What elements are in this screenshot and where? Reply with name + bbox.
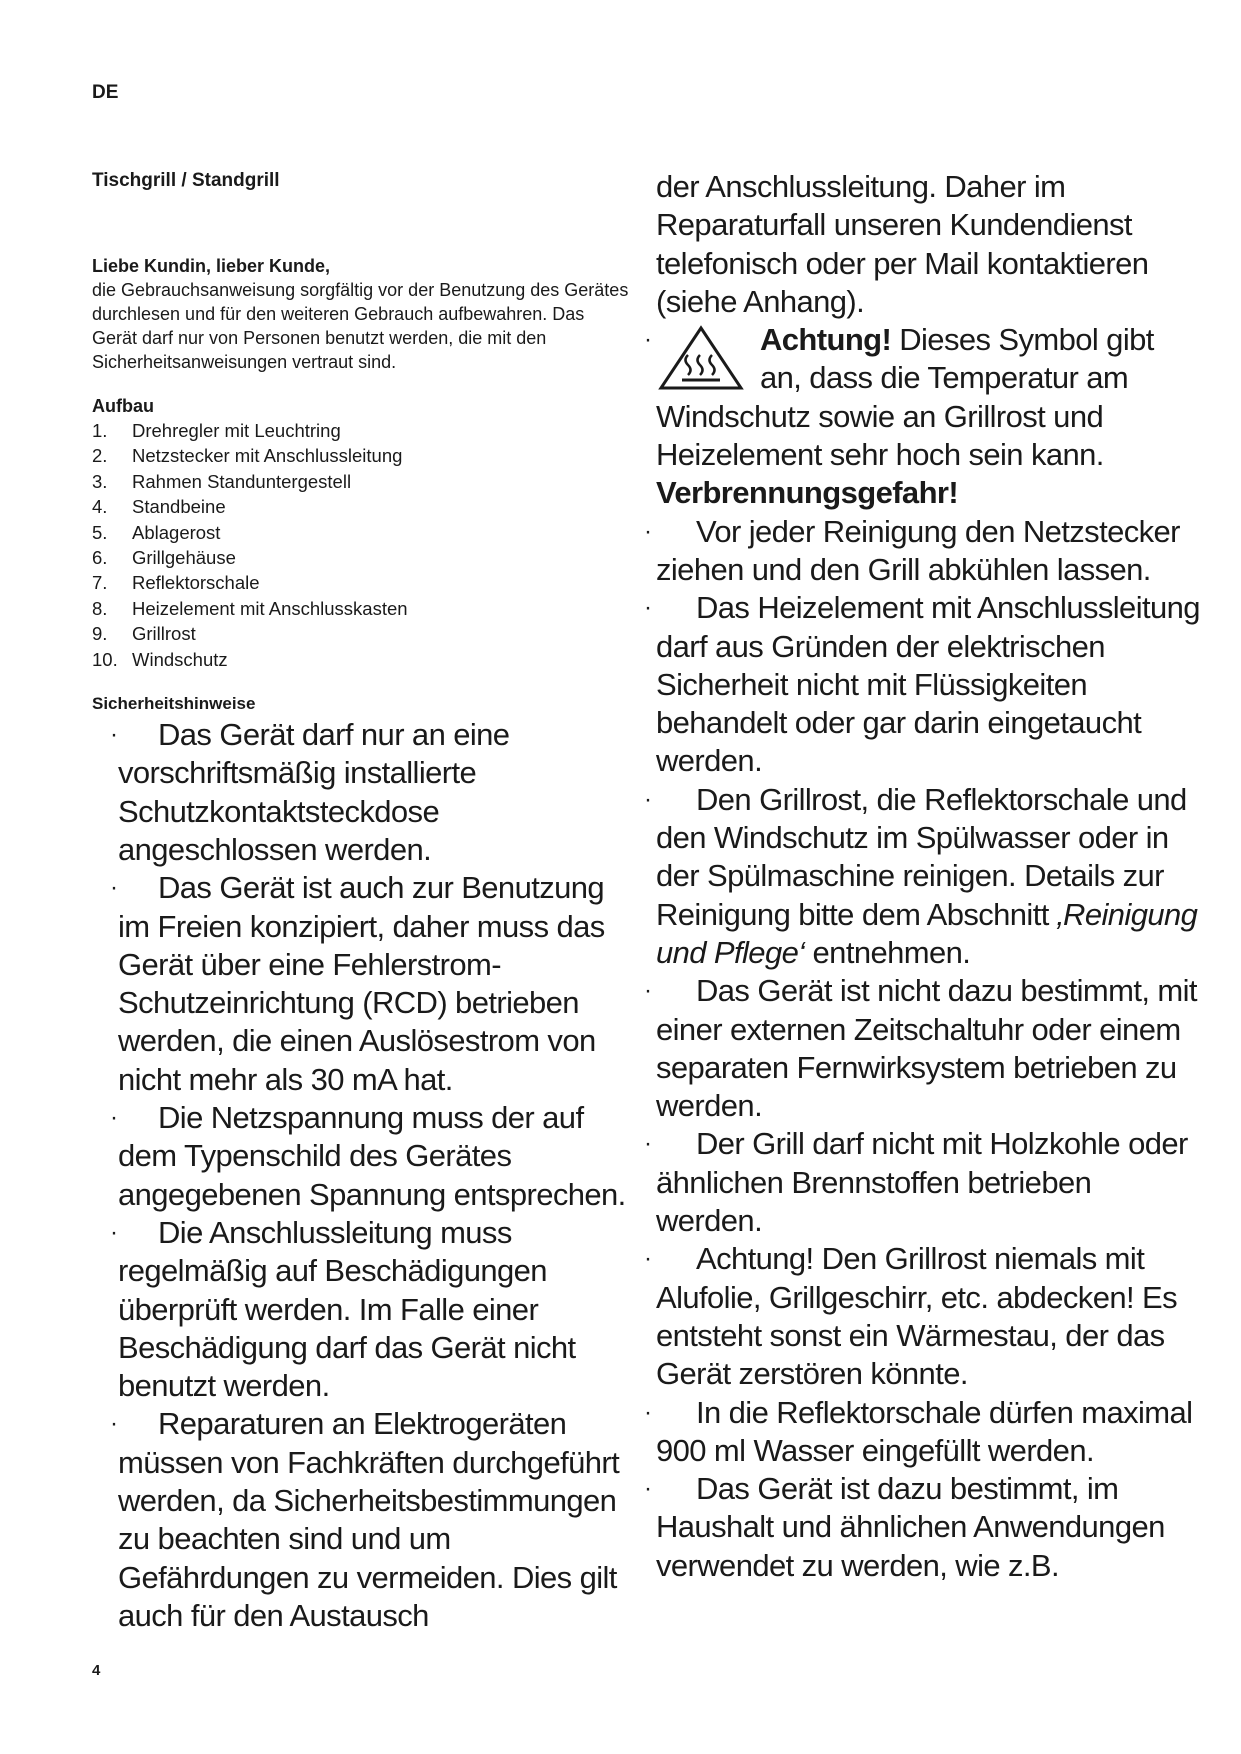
item-text: Das Heizelement mit Anschlussleitung darf aus Gründen der elektrischen Sicherheit nicht mit Flüssigkeiten behandelt oder gar darin eingetaucht werden. [656,590,1200,779]
item-label: Netzstecker mit Anschlussleitung [132,445,403,467]
item-text: In die Reflektorschale dürfen maximal 900 ml Wasser eingefüllt werden. [656,1394,1193,1468]
bullet-icon: · [110,721,118,749]
item-text: Das Gerät ist auch zur Benutzung im Freien konzipiert, daher muss das Gerät über eine Fehlerstrom-Schutzeinrichtung (RCD) betrieben werden, die einen Auslösestrom von nicht mehr als 30 mA hat. [118,870,605,1097]
bullet-icon: · [110,874,118,902]
hot-surface-warning [644,321,1201,398]
bullet-icon: · [644,785,652,813]
list-item [644,781,1201,972]
cleaning-text: Den Grillrost, die Reflektorschale und den Windschutz im Spülwasser oder in der Spülmaschine reinigen. Details zur Reinigung bitte dem Abschnitt [656,781,1187,932]
bullet-icon: · [644,594,652,622]
warning-sentence: Dieses Symbol gibt an, dass die Temperatur am [760,322,1154,396]
item-label: Reflektorschale [132,572,260,594]
list-item [92,545,632,570]
item-number: 7. [92,572,108,594]
list-item [92,869,632,1099]
item-text: Achtung! Den Grillrost niemals mit Alufolie, Grillgeschirr, etc. abdecken! Es entsteht sonst ein Wärmestau, der das Gerät zerstören könnte. [656,1241,1177,1392]
item-number: 4. [92,496,108,518]
item-text: Das Gerät darf nur an eine vorschriftsmäßig installierte Schutzkontaktsteckdose angeschlossen werden. [118,717,510,867]
list-item [92,647,632,672]
intro-paragraph: die Gebrauchsanweisung sorgfältig vor der Benutzung des Gerätes durchlesen und für den weiteren Gebrauch aufbewahren. Das Gerät darf nur von Personen benutzt werden, die mit den Sicherheitsanweisungen vertraut sind. [92,280,629,372]
list-item [644,972,1201,1125]
item-label: Windschutz [132,648,228,670]
bullet-icon: · [644,326,652,354]
list-item [92,443,632,468]
bullet-icon: · [644,1398,652,1426]
bullet-icon: · [110,1218,118,1246]
safety-heading: Sicherheitshinweise [92,694,256,714]
section-reference: ‚Reinigung und Pflege‘ [656,896,1198,970]
warning-label: Achtung! [760,322,892,358]
item-label: Grillgehäuse [132,547,236,569]
item-number: 10. [92,648,118,670]
left-column [92,170,632,1635]
item-number: 1. [92,420,108,441]
item-number: 3. [92,470,108,492]
list-item [92,1214,632,1405]
safety-list [92,716,632,1635]
bullet-icon: · [110,1104,118,1132]
warning-text [760,321,1201,398]
warning-continued: Windschutz sowie an Grillrost und Heizelement sehr hoch sein kann. [656,398,1104,473]
item-text: Reparaturen an Elektrogeräten müssen von Fachkräften durchgeführt werden, da Sicherheitsbestimmungen zu beachten sind und um Gefährdungen zu vermeiden. Dies gilt auch für den Austausch [118,1406,620,1633]
item-text: Der Grill darf nicht mit Holzkohle oder ähnlichen Brennstoffen betrieben werden. [656,1126,1188,1239]
bullet-icon: · [644,1245,652,1273]
list-item [92,418,632,443]
item-label: Rahmen Standuntergestell [132,470,352,492]
item-text: Die Anschlussleitung muss regelmäßig auf Beschädigungen überprüft werden. Im Falle einer Beschädigung darf das Gerät nicht benutzt werden. [118,1214,576,1404]
language-label: DE [92,82,119,103]
item-number: 2. [92,445,108,467]
parts-list [92,418,632,672]
list-item [644,1470,1201,1585]
list-item [92,570,632,595]
item-number: 5. [92,521,108,543]
list-item [644,1394,1201,1471]
item-label: Standbeine [132,496,226,518]
bullet-icon: · [110,1410,118,1438]
right-column [644,168,1201,1585]
list-item [92,596,632,621]
bullet-icon: · [644,1130,652,1158]
burn-hazard-heading: Verbrennungsgefahr! [656,475,959,511]
list-item [92,621,632,646]
bullet-icon: · [644,517,652,545]
item-text: Das Gerät ist dazu bestimmt, im Haushalt und ähnlichen Anwendungen verwendet zu werden, wie z.B. [656,1471,1165,1583]
list-item [644,513,1201,590]
document-title: Tischgrill / Standgrill [92,170,280,191]
item-text: Das Gerät ist nicht dazu bestimmt, mit einer externen Zeitschaltuhr oder einem separaten Fernwirksystem betrieben zu werden. [656,973,1197,1124]
item-label: Drehregler mit Leuchtring [132,420,341,441]
list-item [644,1240,1201,1393]
greeting-heading: Liebe Kundin, lieber Kunde, [92,256,331,276]
hot-surface-icon [658,325,744,391]
item-number: 6. [92,547,108,569]
continued-paragraph: der Anschlussleitung. Daher im Reparaturfall unseren Kundendienst telefonisch oder per Mail kontaktieren (siehe Anhang). [656,169,1149,319]
care-list [644,513,1201,1585]
item-number: 9. [92,623,108,645]
item-text [656,781,1201,972]
list-item [92,520,632,545]
cleaning-text-end: entnehmen. [804,934,971,970]
page-number: 4 [92,1662,101,1679]
item-label: Heizelement mit Anschlusskasten [132,597,408,619]
list-item [92,1099,632,1214]
list-item [644,1125,1201,1240]
bullet-icon: · [644,977,652,1005]
item-text: Die Netzspannung muss der auf dem Typenschild des Gerätes angegebenen Spannung entsprechen. [118,1100,626,1212]
item-text: Vor jeder Reinigung den Netzstecker ziehen und den Grill abkühlen lassen. [656,513,1180,587]
bullet-icon: · [644,1475,652,1503]
list-item [92,494,632,519]
item-label: Grillrost [132,623,196,645]
list-item [644,589,1201,780]
list-item [92,716,632,869]
item-label: Ablagerost [132,521,221,543]
parts-heading: Aufbau [92,396,154,416]
item-number: 8. [92,597,108,619]
list-item [92,1405,632,1635]
list-item [92,469,632,494]
